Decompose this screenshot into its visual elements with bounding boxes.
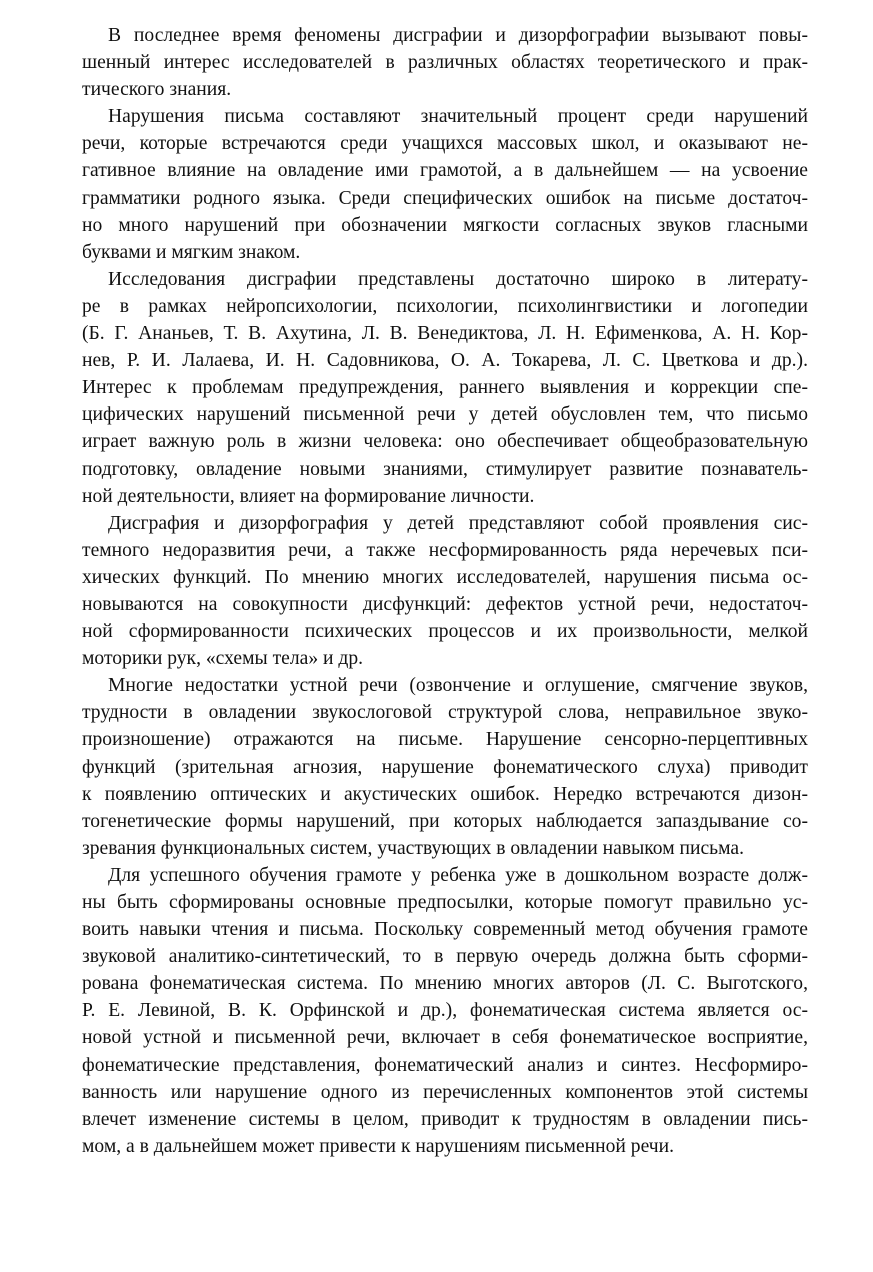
text-line: Исследования дисграфии представлены достаточно широко в литерату- — [108, 268, 808, 290]
text-line: Р. Е. Левиной, В. К. Орфинской и др.), фонематическая система является ос- — [82, 1000, 808, 1022]
text-line: Многие недостатки устной речи (озвончение и оглушение, смягчение звуков, — [108, 675, 808, 697]
text-line: тического знания. — [82, 79, 232, 101]
text-line: мом, а в дальнейшем может привести к нарушениям письменной речи. — [82, 1135, 675, 1157]
text-line: трудности в овладении звукослоговой структурой слова, неправильное звуко- — [82, 702, 808, 724]
text-line: моторики рук, «схемы тела» и др. — [82, 648, 364, 670]
text-line: ны быть сформированы основные предпосылки, которые помогут правильно ус- — [82, 892, 808, 913]
text-line: Нарушения письма составляют значительный процент среди нарушений — [108, 106, 808, 128]
text-line: Дисграфия и дизорфография у детей представляют собой проявления сис- — [108, 512, 808, 534]
text-line: фонематические представления, фонематический анализ и синтез. Несформиро- — [82, 1054, 808, 1076]
text-line: зревания функциональных систем, участвующих в овладении навыком письма. — [82, 837, 744, 859]
paragraph-1 — [82, 22, 808, 103]
text-line: но много нарушений при обозначении мягкости согласных звуков гласными — [82, 214, 808, 236]
text-line: новываются на совокупности дисфункций: дефектов устной речи, недостаточ- — [82, 593, 808, 615]
text-line: произношение) отражаются на письме. Нарушение сенсорно-перцептивных — [82, 729, 808, 751]
text-line: хических функций. По мнению многих исследователей, нарушения письма ос- — [82, 566, 808, 588]
text-line: воить навыки чтения и письма. Поскольку современный метод обучения грамоте — [82, 919, 808, 941]
text-line: цифических нарушений письменной речи у детей обусловлен тем, что письмо — [82, 404, 808, 426]
paragraph-6 — [82, 862, 808, 1160]
text-line: гативное влияние на овладение ими грамотой, а в дальнейшем — на усвоение — [82, 160, 808, 182]
text-line: В последнее время феномены дисграфии и дизорфографии вызывают повы- — [108, 25, 808, 46]
paragraph-2 — [82, 103, 808, 266]
text-line: речи, которые встречаются среди учащихся массовых школ, и оказывают не- — [82, 133, 808, 155]
text-line: новой устной и письменной речи, включает в себя фонематическое восприятие, — [82, 1027, 808, 1049]
text-line: грамматики родного языка. Среди специфических ошибок на письме достаточ- — [82, 187, 808, 209]
text-line: ной сформированности психических процессов и их произвольности, мелкой — [82, 621, 808, 643]
text-line: влечет изменение системы в целом, приводит к трудностям в овладении пись- — [82, 1108, 808, 1130]
text-line: шенный интерес исследователей в различных областях теоретического и прак- — [82, 52, 808, 74]
text-line: Для успешного обучения грамоте у ребенка уже в дошкольном возрасте долж- — [108, 864, 808, 886]
text-line: тогенетические формы нарушений, при которых наблюдается запаздывание со- — [82, 810, 808, 832]
paragraph-3 — [82, 266, 808, 510]
text-line: темного недоразвития речи, а также несформированность ряда неречевых пси- — [82, 539, 808, 561]
text-line: ванность или нарушение одного из перечисленных компонентов этой системы — [82, 1081, 808, 1103]
text-line: ной деятельности, влияет на формирование личности. — [82, 485, 535, 507]
text-line: подготовку, овладение новыми знаниями, стимулирует развитие познаватель- — [82, 458, 808, 480]
text-line: звуковой аналитико-синтетический, то в первую очередь должна быть сформи- — [82, 946, 808, 968]
paragraph-4 — [82, 510, 808, 673]
text-line: (Б. Г. Ананьев, Т. В. Ахутина, Л. В. Венедиктова, Л. Н. Ефименкова, А. Н. Кор- — [82, 323, 808, 345]
text-line: Интерес к проблемам предупреждения, раннего выявления и коррекции спе- — [82, 377, 808, 399]
text-line: играет важную роль в жизни человека: оно обеспечивает общеобразовательную — [82, 431, 808, 453]
text-line: рована фонематическая система. По мнению многих авторов (Л. С. Выготского, — [82, 973, 808, 995]
text-line: к появлению оптических и акустических ошибок. Нередко встречаются дизон- — [82, 783, 808, 805]
text-line: ре в рамках нейропсихологии, психологии, психолингвистики и логопедии — [82, 295, 808, 317]
paragraph-5 — [82, 672, 808, 862]
text-line: нев, Р. И. Лалаева, И. Н. Садовникова, О. А. Токарева, Л. С. Цветкова и др.). — [82, 350, 808, 372]
text-line: функций (зрительная агнозия, нарушение фонематического слуха) приводит — [82, 756, 808, 778]
text-line: буквами и мягким знаком. — [82, 241, 301, 263]
document-page — [82, 22, 808, 1160]
